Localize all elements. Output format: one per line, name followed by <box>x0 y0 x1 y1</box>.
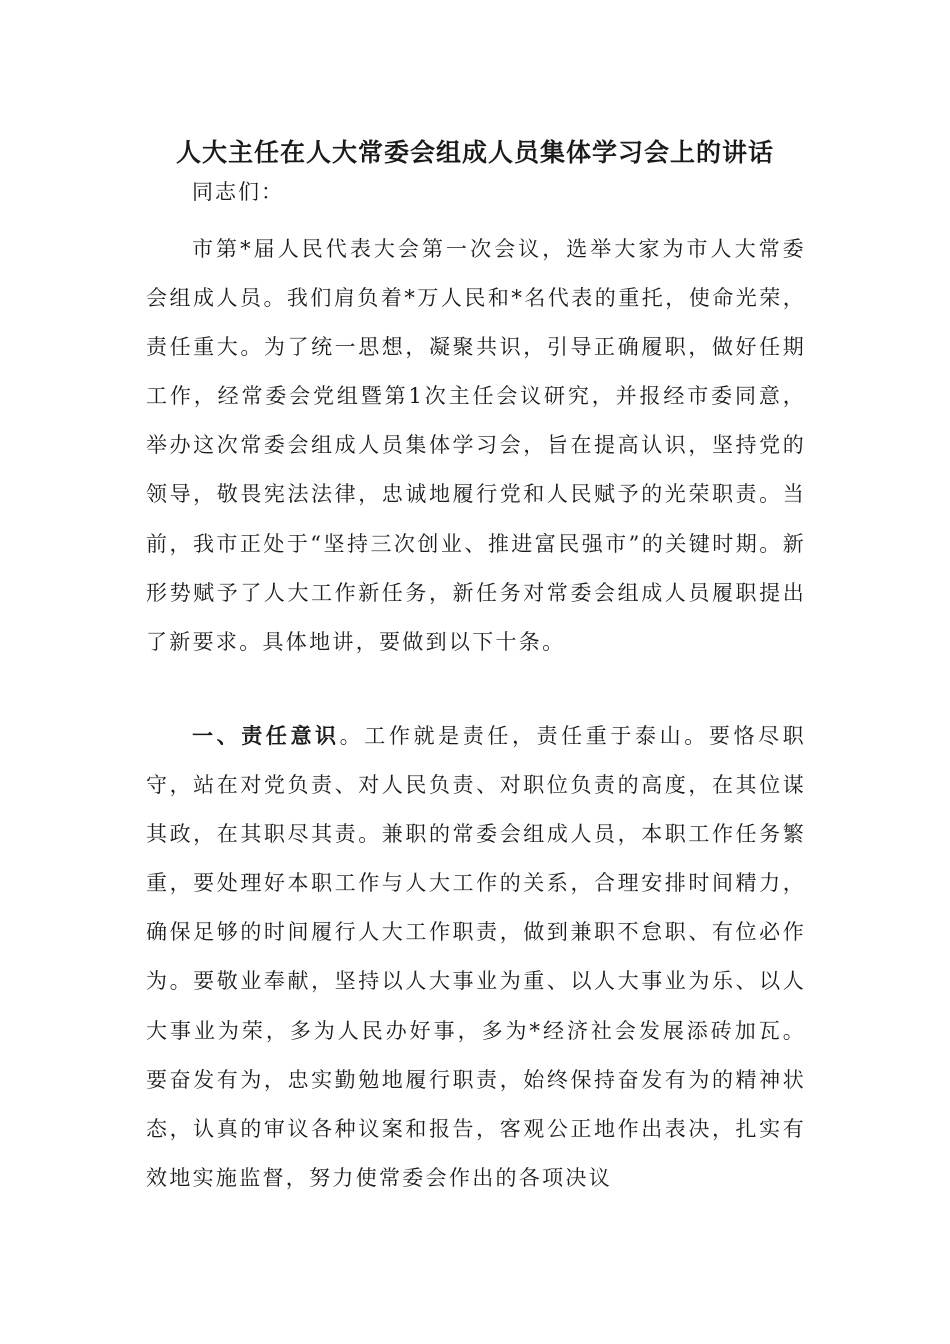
section-1-body: 。工作就是责任，责任重于泰山。要恪尽职守，站在对党负责、对人民负责、对职位负责的高度，在其位谋其政，在其职尽其责。兼职的常委会组成人员，本职工作任务繁重，要处理好本职工作与人大工作的关系，合理安排时间精力，确保足够的时间履行人大工作职责，做到兼职不怠职、有位必作为。要敬业奉献，坚持以人大事业为重、以人大事业为乐、以人大事业为荣，多为人民办好事，多为*经济社会发展添砖加瓦。要奋发有为，忠实勤勉地履行职责，始终保持奋发有为的精神状态，认真的审议各种议案和报告，客观公正地作出表决，扎实有效地实施监督，努力使常委会作出的各项决议 <box>146 724 806 1190</box>
paragraph-intro: 市第*届人民代表大会第一次会议，选举大家为市人大常委会组成人员。我们肩负着*万人民和*名代表的重托，使命光荣，责任重大。为了统一思想，凝聚共识，引导正确履职，做好任期工作，经常委会党组暨第1次主任会议研究，并报经市委同意，举办这次常委会组成人员集体学习会，旨在提高认识，坚持党的领导，敬畏宪法法律，忠诚地履行党和人民赋予的光荣职责。当前，我市正处于“坚持三次创业、推进富民强市”的关键时期。新形势赋予了人大工作新任务，新任务对常委会组成人员履职提出了新要求。具体地讲，要做到以下十条。 <box>146 237 806 654</box>
document-title: 人大主任在人大常委会组成人员集体学习会上的讲话 <box>175 138 774 167</box>
paragraph-section-1 <box>146 711 806 1203</box>
greeting: 同志们： <box>192 180 284 204</box>
section-1-heading: 一、责任意识 <box>192 723 340 748</box>
